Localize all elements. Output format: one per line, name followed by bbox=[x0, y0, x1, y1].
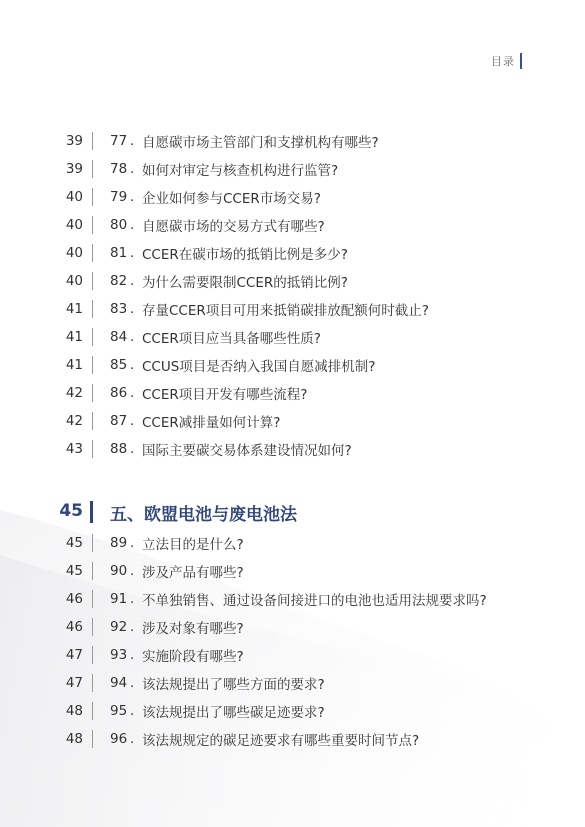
toc-divider bbox=[92, 412, 93, 430]
section-bar bbox=[90, 501, 93, 523]
toc-divider bbox=[92, 160, 93, 178]
toc-page-number: 39 bbox=[65, 133, 83, 149]
toc-separator: . bbox=[130, 217, 135, 233]
toc-divider bbox=[92, 590, 93, 608]
toc-divider bbox=[92, 440, 93, 458]
toc-item-number: 96 bbox=[110, 731, 128, 747]
toc-page-number: 47 bbox=[65, 647, 83, 663]
toc-item-number: 95 bbox=[110, 703, 128, 719]
toc-entry[interactable] bbox=[0, 323, 585, 351]
toc-page-number: 40 bbox=[65, 273, 83, 289]
toc-item-title: 为什么需要限制CCER的抵销比例? bbox=[142, 275, 348, 291]
toc-item-title: 自愿碳市场主管部门和支撑机构有哪些? bbox=[142, 135, 379, 151]
toc-page-number: 40 bbox=[65, 245, 83, 261]
toc-page-number: 40 bbox=[65, 217, 83, 233]
toc-entry[interactable] bbox=[0, 351, 585, 379]
toc-page-number: 48 bbox=[65, 731, 83, 747]
toc-separator: . bbox=[130, 591, 135, 607]
toc-entry[interactable] bbox=[0, 725, 585, 753]
toc-item-number: 77 bbox=[110, 133, 128, 149]
toc-entry[interactable] bbox=[0, 267, 585, 295]
toc-divider bbox=[92, 384, 93, 402]
toc-page-number: 45 bbox=[65, 535, 83, 551]
toc-separator: . bbox=[130, 675, 135, 691]
toc-page-number: 42 bbox=[65, 385, 83, 401]
toc-item-number: 87 bbox=[110, 413, 128, 429]
toc-item-number: 91 bbox=[110, 591, 128, 607]
toc-entry[interactable] bbox=[0, 557, 585, 585]
toc-item-title: 国际主要碳交易体系建设情况如何? bbox=[142, 443, 352, 459]
toc-item-title: 如何对审定与核查机构进行监管? bbox=[142, 163, 339, 179]
toc-item-title: CCUS项目是否纳入我国自愿减排机制? bbox=[142, 359, 376, 375]
toc-divider bbox=[92, 244, 93, 262]
toc-entry[interactable] bbox=[0, 211, 585, 239]
toc-page-number: 42 bbox=[65, 413, 83, 429]
toc-item-number: 84 bbox=[110, 329, 128, 345]
toc-separator: . bbox=[130, 413, 135, 429]
toc-entry[interactable] bbox=[0, 183, 585, 211]
toc-page-number: 41 bbox=[65, 301, 83, 317]
toc-separator: . bbox=[130, 535, 135, 551]
toc-divider bbox=[92, 534, 93, 552]
toc-item-number: 93 bbox=[110, 647, 128, 663]
toc-page-number: 41 bbox=[65, 357, 83, 373]
toc-separator: . bbox=[130, 301, 135, 317]
toc-separator: . bbox=[130, 385, 135, 401]
toc-item-title: CCER项目开发有哪些流程? bbox=[142, 387, 308, 403]
toc-item-title: CCER项目应当具备哪些性质? bbox=[142, 331, 321, 347]
toc-item-title: 企业如何参与CCER市场交易? bbox=[142, 191, 321, 207]
toc-item-number: 83 bbox=[110, 301, 128, 317]
toc-item-number: 94 bbox=[110, 675, 128, 691]
toc-item-number: 80 bbox=[110, 217, 128, 233]
toc-item-number: 90 bbox=[110, 563, 128, 579]
toc-divider bbox=[92, 618, 93, 636]
toc-separator: . bbox=[130, 647, 135, 663]
toc-item-title: 不单独销售、通过设备间接进口的电池也适用法规要求吗? bbox=[142, 593, 487, 609]
toc-separator: . bbox=[130, 329, 135, 345]
toc-item-title: 涉及对象有哪些? bbox=[142, 621, 244, 637]
toc-item-title: 该法规提出了哪些方面的要求? bbox=[142, 677, 325, 693]
toc-item-number: 79 bbox=[110, 189, 128, 205]
toc-separator: . bbox=[130, 731, 135, 747]
toc-item-title: CCER减排量如何计算? bbox=[142, 415, 281, 431]
toc-separator: . bbox=[130, 357, 135, 373]
toc-divider bbox=[92, 674, 93, 692]
toc-item-title: 自愿碳市场的交易方式有哪些? bbox=[142, 219, 325, 235]
toc-entry[interactable] bbox=[0, 295, 585, 323]
toc-divider bbox=[92, 188, 93, 206]
toc-item-number: 82 bbox=[110, 273, 128, 289]
toc-item-title: 实施阶段有哪些? bbox=[142, 649, 244, 665]
toc-separator: . bbox=[130, 441, 135, 457]
toc-item-number: 86 bbox=[110, 385, 128, 401]
toc-divider bbox=[92, 272, 93, 290]
toc-entry[interactable] bbox=[0, 529, 585, 557]
toc-separator: . bbox=[130, 703, 135, 719]
toc-item-title: 立法目的是什么? bbox=[142, 537, 244, 553]
toc-item-number: 89 bbox=[110, 535, 128, 551]
toc-item-number: 81 bbox=[110, 245, 128, 261]
toc-divider bbox=[92, 730, 93, 748]
toc-item-number: 78 bbox=[110, 161, 128, 177]
toc-divider bbox=[92, 216, 93, 234]
toc-item-title: 存量CCER项目可用来抵销碳排放配额何时截止? bbox=[142, 303, 429, 319]
toc-divider bbox=[92, 646, 93, 664]
toc-separator: . bbox=[130, 245, 135, 261]
toc-entry[interactable] bbox=[0, 641, 585, 669]
header-label: 目录 bbox=[491, 55, 515, 68]
toc-divider bbox=[92, 356, 93, 374]
toc-page-number: 41 bbox=[65, 329, 83, 345]
section-heading[interactable] bbox=[0, 497, 585, 527]
toc-page-number: 45 bbox=[65, 563, 83, 579]
toc-item-title: 该法规规定的碳足迹要求有哪些重要时间节点? bbox=[142, 733, 420, 749]
toc-entry[interactable] bbox=[0, 585, 585, 613]
toc-item-title: CCER在碳市场的抵销比例是多少? bbox=[142, 247, 348, 263]
toc-page-number: 43 bbox=[65, 441, 83, 457]
toc-separator: . bbox=[130, 563, 135, 579]
toc-separator: . bbox=[130, 133, 135, 149]
toc-separator: . bbox=[130, 189, 135, 205]
toc-divider bbox=[92, 132, 93, 150]
toc-entry[interactable] bbox=[0, 127, 585, 155]
toc-entry[interactable] bbox=[0, 239, 585, 267]
toc-page-number: 46 bbox=[65, 619, 83, 635]
section-title: 五、欧盟电池与废电池法 bbox=[110, 505, 297, 525]
toc-divider bbox=[92, 300, 93, 318]
toc-page-number: 47 bbox=[65, 675, 83, 691]
toc-entry[interactable] bbox=[0, 407, 585, 435]
toc-separator: . bbox=[130, 161, 135, 177]
toc-separator: . bbox=[130, 273, 135, 289]
toc-entry[interactable] bbox=[0, 697, 585, 725]
toc-entry[interactable] bbox=[0, 669, 585, 697]
toc-page-number: 46 bbox=[65, 591, 83, 607]
header-mark bbox=[520, 53, 522, 69]
header bbox=[491, 52, 522, 70]
toc-divider bbox=[92, 702, 93, 720]
toc-entry[interactable] bbox=[0, 435, 585, 463]
toc-page-number: 39 bbox=[65, 161, 83, 177]
toc-page-number: 48 bbox=[65, 703, 83, 719]
toc-item-number: 85 bbox=[110, 357, 128, 373]
section-page: 45 bbox=[59, 501, 83, 521]
toc-entry[interactable] bbox=[0, 613, 585, 641]
toc-entry[interactable] bbox=[0, 379, 585, 407]
toc-page-number: 40 bbox=[65, 189, 83, 205]
toc-divider bbox=[92, 562, 93, 580]
toc-separator: . bbox=[130, 619, 135, 635]
toc-entry[interactable] bbox=[0, 155, 585, 183]
toc-divider bbox=[92, 328, 93, 346]
toc-item-title: 该法规提出了哪些碳足迹要求? bbox=[142, 705, 325, 721]
toc-item-number: 88 bbox=[110, 441, 128, 457]
toc-item-number: 92 bbox=[110, 619, 128, 635]
toc-item-title: 涉及产品有哪些? bbox=[142, 565, 244, 581]
